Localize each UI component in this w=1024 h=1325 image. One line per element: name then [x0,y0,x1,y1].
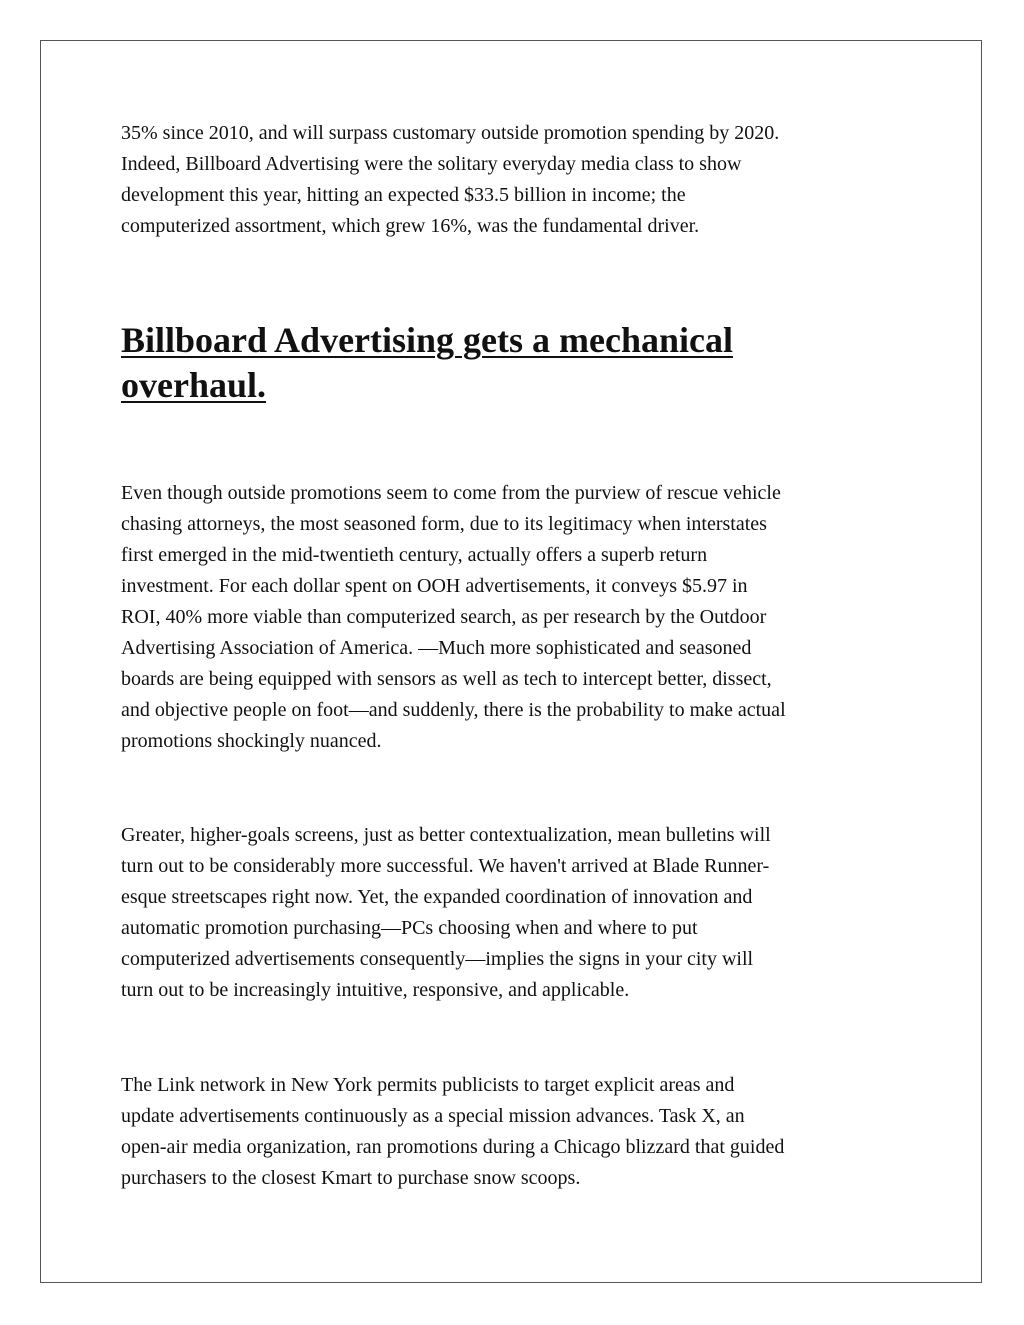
text-line: 35% since 2010, and will surpass customary outside promotion spending by 2020. [121,122,780,144]
text-line: open-air media organization, ran promotions during a Chicago blizzard that guided [121,1136,785,1158]
text-line: chasing attorneys, the most seasoned form, due to its legitimacy when interstates [121,513,767,535]
paragraph-screens [121,820,911,1006]
text-line: first emerged in the mid-twentieth century, actually offers a superb return [121,544,708,566]
text-line: turn out to be considerably more successful. We haven't arrived at Blade Runner- [121,855,770,877]
text-line: update advertisements continuously as a special mission advances. Task X, an [121,1105,745,1127]
text-line: Greater, higher-goals screens, just as better contextualization, mean bulletins will [121,824,771,846]
heading-line: Billboard Advertising gets a mechanical [121,320,733,360]
text-line: turn out to be increasingly intuitive, responsive, and applicable. [121,979,630,1001]
text-line: ROI, 40% more viable than computerized search, as per research by the Outdoor [121,606,767,628]
text-line: esque streetscapes right now. Yet, the expanded coordination of innovation and [121,886,753,908]
paragraph-intro [121,118,911,242]
text-line: The Link network in New York permits publicists to target explicit areas and [121,1074,735,1096]
text-line: development this year, hitting an expected $33.5 billion in income; the [121,184,686,206]
text-line: purchasers to the closest Kmart to purchase snow scoops. [121,1167,581,1189]
text-line: and objective people on foot—and suddenly, there is the probability to make actual [121,699,786,721]
text-line: computerized assortment, which grew 16%, was the fundamental driver. [121,215,700,237]
text-line: investment. For each dollar spent on OOH advertisements, it conveys $5.97 in [121,575,748,597]
text-line: Indeed, Billboard Advertising were the solitary everyday media class to show [121,153,742,175]
text-line: boards are being equipped with sensors as well as tech to intercept better, dissect, [121,668,772,690]
paragraph-roi [121,478,911,757]
text-line: promotions shockingly nuanced. [121,730,382,752]
text-line: automatic promotion purchasing—PCs choosing when and where to put [121,917,698,939]
heading-line: overhaul. [121,365,267,405]
paragraph-link-network [121,1070,911,1194]
section-heading [121,318,921,408]
text-line: computerized advertisements consequently—implies the signs in your city will [121,948,754,970]
text-line: Advertising Association of America. —Much more sophisticated and seasoned [121,637,752,659]
text-line: Even though outside promotions seem to come from the purview of rescue vehicle [121,482,781,504]
